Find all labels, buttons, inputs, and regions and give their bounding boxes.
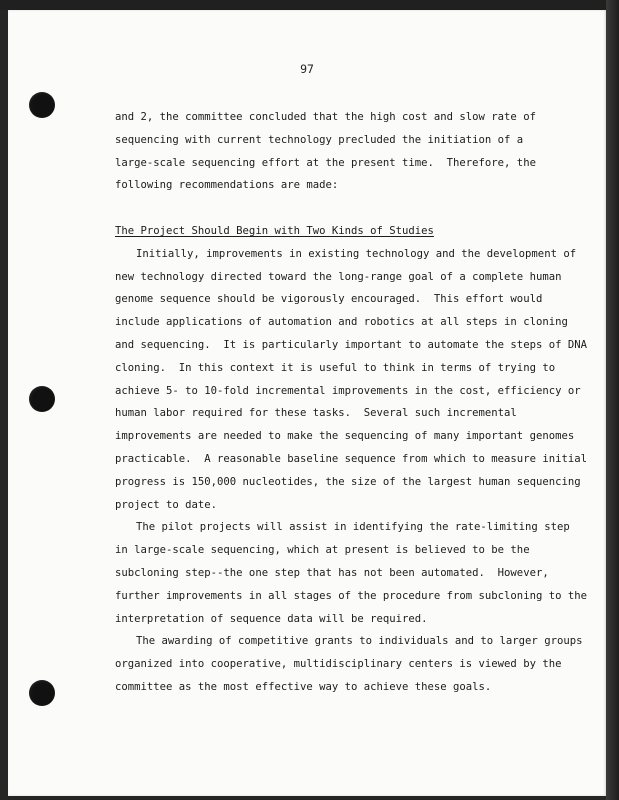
- paragraph2-line-3: subcloning step--the one step that has not been automated. However,: [115, 566, 549, 579]
- paragraph1-line-7: achieve 5- to 10-fold incremental improvements in the cost, efficiency or: [115, 384, 581, 397]
- paragraph2-line-5: interpretation of sequence data will be required.: [115, 612, 428, 625]
- binder-hole-bottom: [29, 680, 55, 706]
- paragraph2-line-4: further improvements in all stages of the procedure from subcloning to the: [115, 589, 587, 602]
- paper-sheet: [8, 10, 606, 796]
- paragraph1-line-10: practicable. A reasonable baseline sequence from which to measure initial: [115, 452, 587, 465]
- intro-line-2: sequencing with current technology precluded the initiation of a: [115, 133, 524, 146]
- paragraph3-line-2: organized into cooperative, multidisciplinary centers is viewed by the: [115, 658, 562, 671]
- scanner-right-edge: [606, 0, 619, 800]
- section-gap: [115, 197, 555, 220]
- paragraph1-line-5: and sequencing. It is particularly important to automate the steps of DNA: [115, 338, 587, 351]
- scanner-top-edge: [0, 0, 619, 10]
- document-body: [115, 106, 587, 699]
- paragraph2-line-2: in large-scale sequencing, which at present is believed to be the: [115, 544, 530, 557]
- paragraph1-line-2: new technology directed toward the long-range goal of a complete human: [115, 270, 562, 283]
- paragraph3-line-1: The awarding of competitive grants to individuals and to larger groups: [136, 635, 583, 648]
- page-number: 97: [300, 62, 314, 76]
- paragraph1-line-11: progress is 150,000 nucleotides, the size of the largest human sequencing: [115, 475, 581, 488]
- paragraph2-line-1: The pilot projects will assist in identifying the rate-limiting step: [136, 521, 570, 534]
- intro-line-3: large-scale sequencing effort at the present time. Therefore, the: [115, 156, 536, 169]
- paragraph1-line-12: project to date.: [115, 498, 218, 511]
- paragraph1-line-1: Initially, improvements in existing technology and the development of: [136, 247, 577, 260]
- paragraph3-line-3: committee as the most effective way to achieve these goals.: [115, 680, 492, 693]
- binder-hole-middle: [29, 386, 55, 412]
- paragraph1-line-8: human labor required for these tasks. Several such incremental: [115, 407, 517, 420]
- intro-line-1: and 2, the committee concluded that the high cost and slow rate of: [115, 111, 536, 123]
- paragraph1-line-6: cloning. In this context it is useful to think in terms of trying to: [115, 361, 556, 374]
- paragraph1-line-3: genome sequence should be vigorously encouraged. This effort would: [115, 293, 543, 306]
- binder-hole-top: [29, 92, 55, 118]
- section-heading: The Project Should Begin with Two Kinds of Studies: [115, 224, 434, 237]
- paragraph1-line-9: improvements are needed to make the sequencing of many important genomes: [115, 430, 575, 443]
- paragraph1-line-4: include applications of automation and robotics at all steps in cloning: [115, 316, 568, 329]
- intro-line-4: following recommendations are made:: [115, 179, 339, 192]
